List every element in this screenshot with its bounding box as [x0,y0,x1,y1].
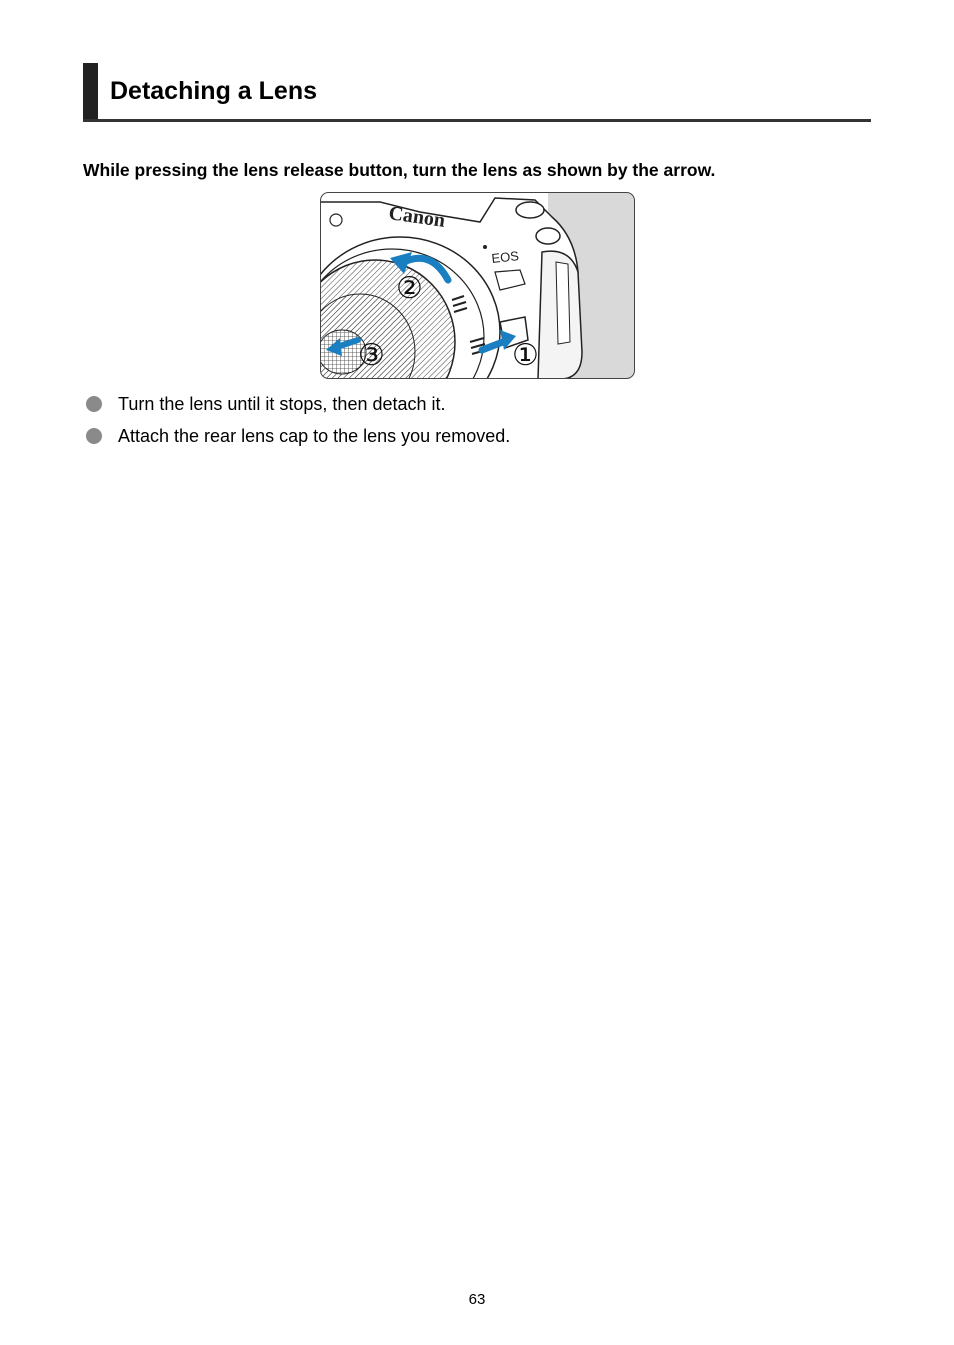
section-title: Detaching a Lens [110,77,317,105]
bullet-dot-icon [86,396,102,412]
bullet-dot-icon [86,428,102,444]
camera-model-text: EOS [490,248,520,266]
section-header [83,63,871,122]
step-label-3: ③ [358,338,385,373]
step-label-1: ① [512,338,539,373]
instruction-text: While pressing the lens release button, turn the lens as shown by the arrow. [83,160,716,180]
section-header-bar [83,63,98,119]
step-label-2: ② [396,271,423,306]
page-number: 63 [468,1291,486,1308]
bullet-list [83,392,510,456]
list-item-text: Attach the rear lens cap to the lens you removed. [118,426,511,446]
list-item [83,424,510,456]
list-item [83,392,510,424]
lens-detach-illustration [320,192,635,379]
camera-brand-text: Canon [387,202,447,232]
list-item-text: Turn the lens until it stops, then detach it. [118,394,446,414]
